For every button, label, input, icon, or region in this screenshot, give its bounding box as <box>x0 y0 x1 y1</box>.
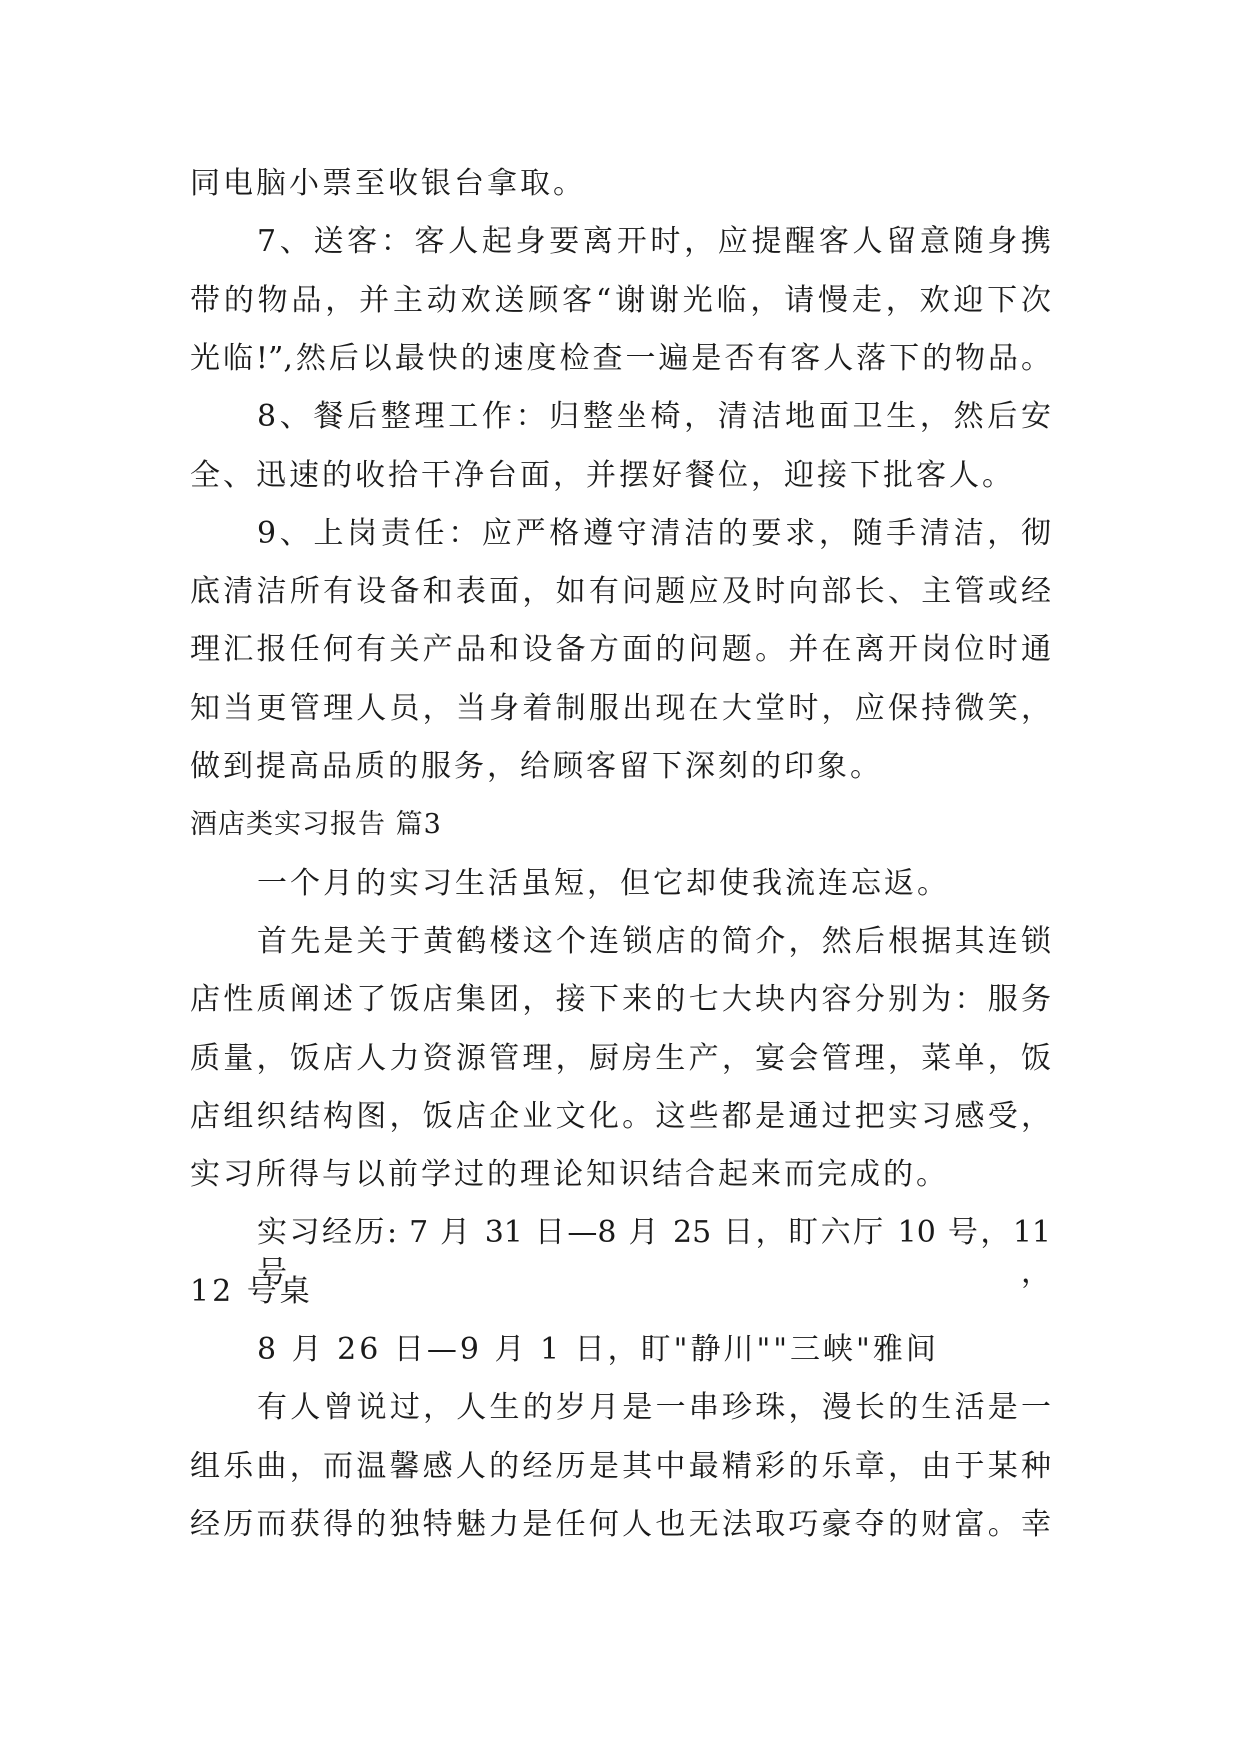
text-line: 光临!”,然后以最快的速度检查一遍是否有客人落下的物品。 <box>190 341 1051 376</box>
section-heading: 酒店类实习报告 篇3 <box>190 809 442 840</box>
text-line: 底清洁所有设备和表面，如有问题应及时向部长、主管或经 <box>190 574 1051 609</box>
text-line: 有人曾说过，人生的岁月是一串珍珠，漫长的生活是一 <box>257 1390 1051 1425</box>
text-line: 实习经历: 7 月 31 日—8 月 25 日，盯六厅 10 号，11 号， <box>257 1215 1051 1290</box>
text-line: 同电脑小票至收银台拿取。 <box>190 166 586 201</box>
text-line: 店性质阐述了饭店集团，接下来的七大块内容分别为：服务 <box>190 982 1051 1017</box>
text-line: 带的物品，并主动欢送顾客“谢谢光临，请慢走，欢迎下次 <box>190 283 1051 318</box>
text-line: 全、迅速的收拾干净台面，并摆好餐位，迎接下批客人。 <box>190 458 1015 493</box>
text-line: 实习所得与以前学过的理论知识结合起来而完成的。 <box>190 1157 949 1192</box>
text-line: 组乐曲，而温馨感人的经历是其中最精彩的乐章，由于某种 <box>190 1449 1051 1484</box>
text-line: 质量，饭店人力资源管理，厨房生产，宴会管理，菜单，饭 <box>190 1041 1051 1076</box>
text-line: 8、餐后整理工作：归整坐椅，清洁地面卫生，然后安 <box>257 399 1051 434</box>
text-line: 一个月的实习生活虽短，但它却使我流连忘返。 <box>257 866 950 901</box>
text-line: 7、送客：客人起身要离开时，应提醒客人留意随身携 <box>257 224 1051 259</box>
text-line: 9、上岗责任：应严格遵守清洁的要求，随手清洁，彻 <box>257 516 1051 551</box>
text-line: 理汇报任何有关产品和设备方面的问题。并在离开岗位时通 <box>190 632 1051 667</box>
text-line: 首先是关于黄鹤楼这个连锁店的简介，然后根据其连锁 <box>257 924 1051 959</box>
text-line: 8 月 26 日—9 月 1 日，盯"静川""三峡"雅间 <box>257 1332 939 1367</box>
text-line: 知当更管理人员，当身着制服出现在大堂时，应保持微笑， <box>190 691 1051 726</box>
text-line: 12 号桌 <box>190 1274 313 1309</box>
text-line: 做到提高品质的服务，给顾客留下深刻的印象。 <box>190 749 883 784</box>
text-line: 经历而获得的独特魅力是任何人也无法取巧豪夺的财富。幸 <box>190 1507 1051 1542</box>
text-line: 店组织结构图，饭店企业文化。这些都是通过把实习感受， <box>190 1099 1051 1134</box>
